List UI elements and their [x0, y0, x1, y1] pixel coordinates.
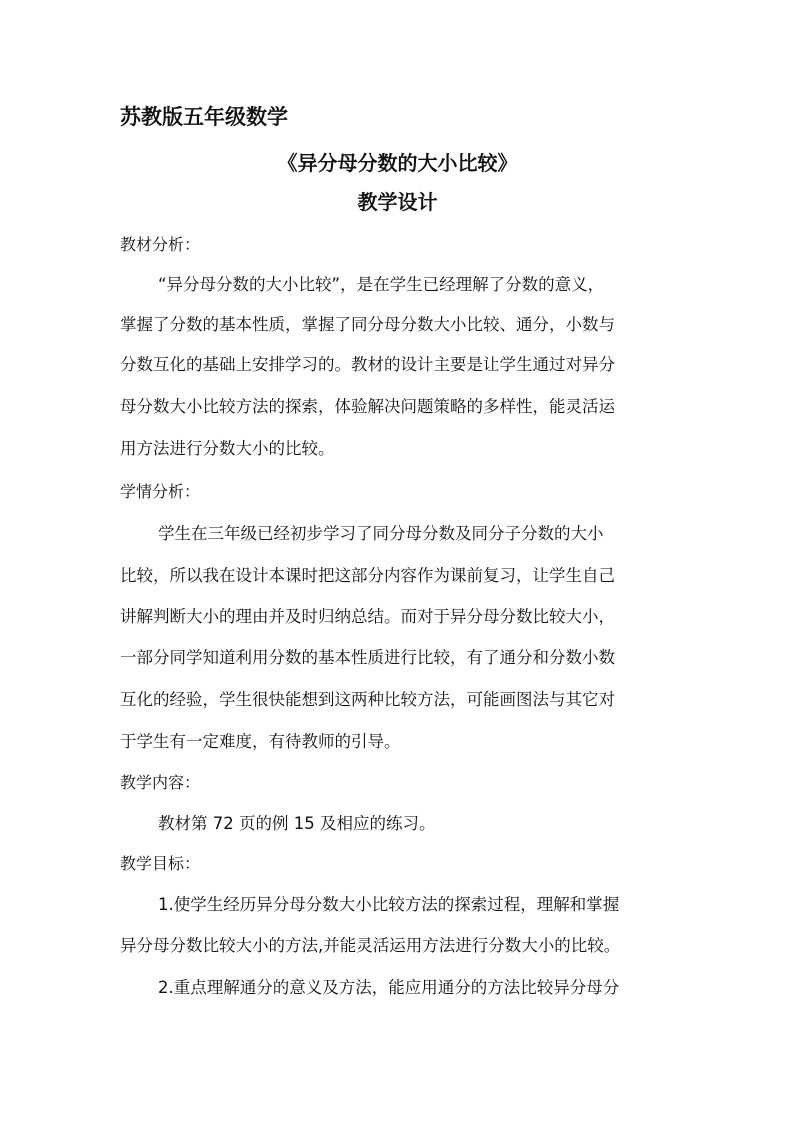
paragraph-line: 互化的经验，学生很快能想到这两种比较方法，可能画图法与其它对: [120, 690, 615, 709]
document-title: 《异分母分数的大小比较》: [277, 151, 518, 175]
paragraph-line: 1.使学生经历异分母分数大小比较方法的探索过程，理解和掌握: [158, 895, 620, 914]
paragraph-line: 异分母分数比较大小的方法,并能灵活运用方法进行分数大小的比较。: [120, 936, 621, 955]
paragraph-line: 母分数大小比较方法的探索，体验解决问题策略的多样性，能灵活运: [120, 397, 615, 416]
paragraph-line: 讲解判断大小的理由并及时归纳总结。而对于异分母分数比较大小，: [120, 607, 615, 626]
paragraph-line: 掌握了分数的基本性质，掌握了同分母分数大小比较、通分，小数与: [120, 315, 615, 334]
paragraph-line: 学生在三年级已经初步学习了同分母分数及同分子分数的大小: [158, 524, 604, 543]
paragraph-line: 2.重点理解通分的意义及方法，能应用通分的方法比较异分母分: [158, 978, 620, 997]
section-heading-student-analysis: 学情分析：: [120, 482, 201, 501]
paragraph-line: 比较，所以我在设计本课时把这部分内容作为课前复习，让学生自己: [120, 566, 615, 585]
section-heading-material-analysis: 教材分析：: [120, 235, 201, 254]
paragraph-line: 教材第 72 页的例 15 及相应的练习。: [158, 814, 436, 833]
paragraph-line: 于学生有一定难度，有待教师的引导。: [120, 732, 401, 751]
paragraph-line: 分数互化的基础上安排学习的。教材的设计主要是让学生通过对异分: [120, 355, 615, 374]
document-header: 苏教版五年级数学: [120, 104, 288, 129]
section-heading-goals: 教学目标：: [120, 854, 201, 873]
section-heading-content: 教学内容：: [120, 773, 201, 792]
paragraph-line: 用方法进行分数大小的比较。: [120, 439, 335, 458]
paragraph-line: “异分母分数的大小比较”，是在学生已经理解了分数的意义，: [158, 275, 605, 294]
paragraph-line: 一部分同学知道利用分数的基本性质进行比较，有了通分和分数小数: [120, 648, 615, 667]
document-subtitle: 教学设计: [357, 190, 438, 214]
